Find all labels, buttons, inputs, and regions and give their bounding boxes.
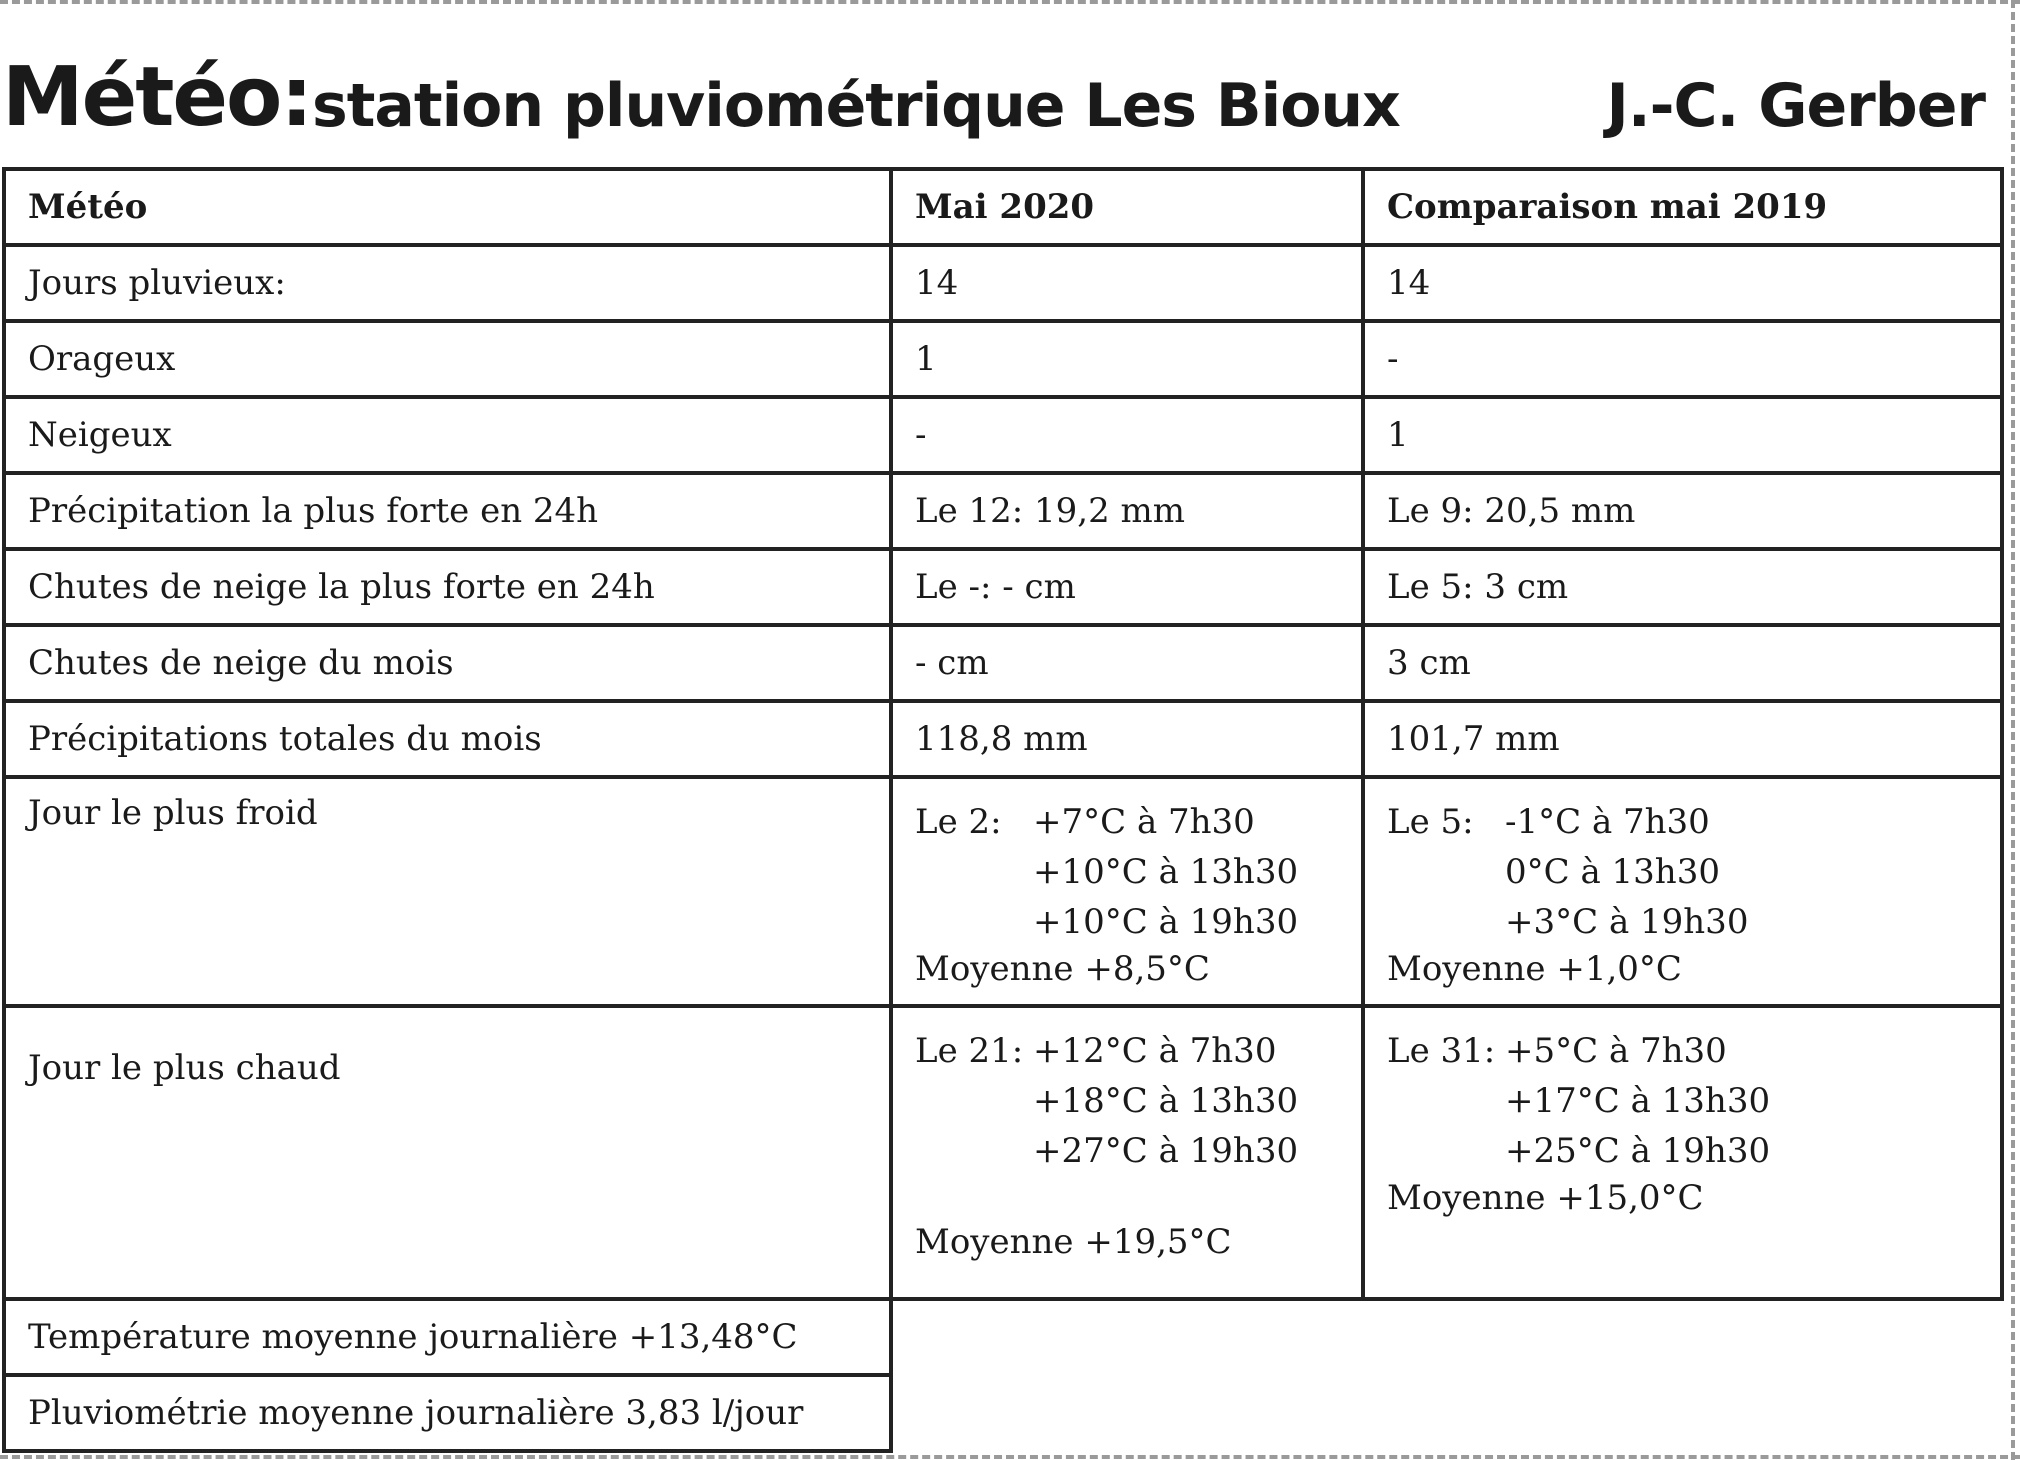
daily-average: Moyenne +1,0°C — [1387, 949, 1682, 989]
reading-evening: +25°C à 19h30 — [1505, 1131, 1771, 1171]
daily-average: Moyenne +8,5°C — [915, 949, 1210, 989]
row-label: Précipitation la plus forte en 24h — [4, 473, 891, 549]
reading-morning: +5°C à 7h30 — [1505, 1031, 1727, 1071]
temperature-block — [1387, 1026, 2000, 1220]
reading-evening: +3°C à 19h30 — [1505, 902, 1749, 942]
table-row — [4, 245, 2002, 321]
temperature-block — [1387, 797, 2000, 991]
column-header-meteo: Météo — [4, 169, 891, 245]
reading-midday: +17°C à 13h30 — [1505, 1081, 1771, 1121]
value-may-2019: 101,7 mm — [1363, 701, 2002, 777]
weather-table — [2, 167, 2004, 1453]
value-may-2019: Le 5: 3 cm — [1363, 549, 2002, 625]
reading-morning: +12°C à 7h30 — [1033, 1031, 1277, 1071]
table-row — [4, 397, 2002, 473]
value-may-2019: - — [1363, 321, 2002, 397]
value-may-2019: 3 cm — [1363, 625, 2002, 701]
table-header-row — [4, 169, 2002, 245]
value-may-2019: 1 — [1363, 397, 2002, 473]
day-label: Le 2: — [915, 802, 1002, 842]
value-may-2019: Le 9: 20,5 mm — [1363, 473, 2002, 549]
row-label: Jours pluvieux: — [4, 245, 891, 321]
table-row — [4, 473, 2002, 549]
dashed-border-right — [2011, 0, 2015, 1460]
reading-evening: +10°C à 19h30 — [1033, 902, 1299, 942]
dashed-border-bottom — [0, 1455, 2020, 1459]
row-label: Jour le plus froid — [4, 777, 891, 1006]
temperature-block — [915, 797, 1361, 991]
coldest-may-2019 — [1363, 777, 2002, 1006]
day-label: Le 31: — [1387, 1031, 1496, 1071]
row-label: Neigeux — [4, 397, 891, 473]
table-row — [4, 549, 2002, 625]
reading-midday: +10°C à 13h30 — [1033, 852, 1299, 892]
table-row — [4, 701, 2002, 777]
temperature-block — [915, 1026, 1361, 1264]
daily-average: Moyenne +15,0°C — [1387, 1178, 1704, 1218]
dashed-border-top — [0, 0, 2020, 4]
page-title: Météo: — [2, 50, 312, 145]
coldest-day-row — [4, 777, 2002, 1006]
value-may-2019: 14 — [1363, 245, 2002, 321]
value-may-2020: - cm — [891, 625, 1363, 701]
hottest-may-2020 — [891, 1006, 1363, 1299]
value-may-2020: Le -: - cm — [891, 549, 1363, 625]
reading-morning: -1°C à 7h30 — [1505, 802, 1710, 842]
reading-morning: +7°C à 7h30 — [1033, 802, 1255, 842]
reading-midday: +18°C à 13h30 — [1033, 1081, 1299, 1121]
column-header-may-2020: Mai 2020 — [891, 169, 1363, 245]
row-label: Précipitations totales du mois — [4, 701, 891, 777]
day-label: Le 21: — [915, 1031, 1024, 1071]
row-label: Orageux — [4, 321, 891, 397]
value-may-2020: 1 — [891, 321, 1363, 397]
value-may-2020: 14 — [891, 245, 1363, 321]
row-label: Jour le plus chaud — [4, 1006, 891, 1299]
table-row — [4, 321, 2002, 397]
reading-evening: +27°C à 19h30 — [1033, 1131, 1299, 1171]
coldest-may-2020 — [891, 777, 1363, 1006]
hottest-may-2019 — [1363, 1006, 2002, 1299]
table-row — [4, 625, 2002, 701]
day-label: Le 5: — [1387, 802, 1474, 842]
column-header-may-2019: Comparaison mai 2019 — [1363, 169, 2002, 245]
value-may-2020: 118,8 mm — [891, 701, 1363, 777]
value-may-2020: Le 12: 19,2 mm — [891, 473, 1363, 549]
average-rainfall: Pluviométrie moyenne journalière 3,83 l/jour — [4, 1375, 891, 1451]
average-temperature: Température moyenne journalière +13,48°C — [4, 1299, 891, 1375]
summary-row — [4, 1299, 2002, 1375]
author-name: J.-C. Gerber — [1606, 71, 1985, 141]
page-subtitle: station pluviométrique Les Bioux — [312, 71, 1400, 141]
page-header — [0, 48, 1985, 148]
row-label: Chutes de neige la plus forte en 24h — [4, 549, 891, 625]
value-may-2020: - — [891, 397, 1363, 473]
hottest-day-row — [4, 1006, 2002, 1299]
daily-average: Moyenne +19,5°C — [915, 1222, 1232, 1262]
reading-midday: 0°C à 13h30 — [1505, 852, 1720, 892]
row-label: Chutes de neige du mois — [4, 625, 891, 701]
